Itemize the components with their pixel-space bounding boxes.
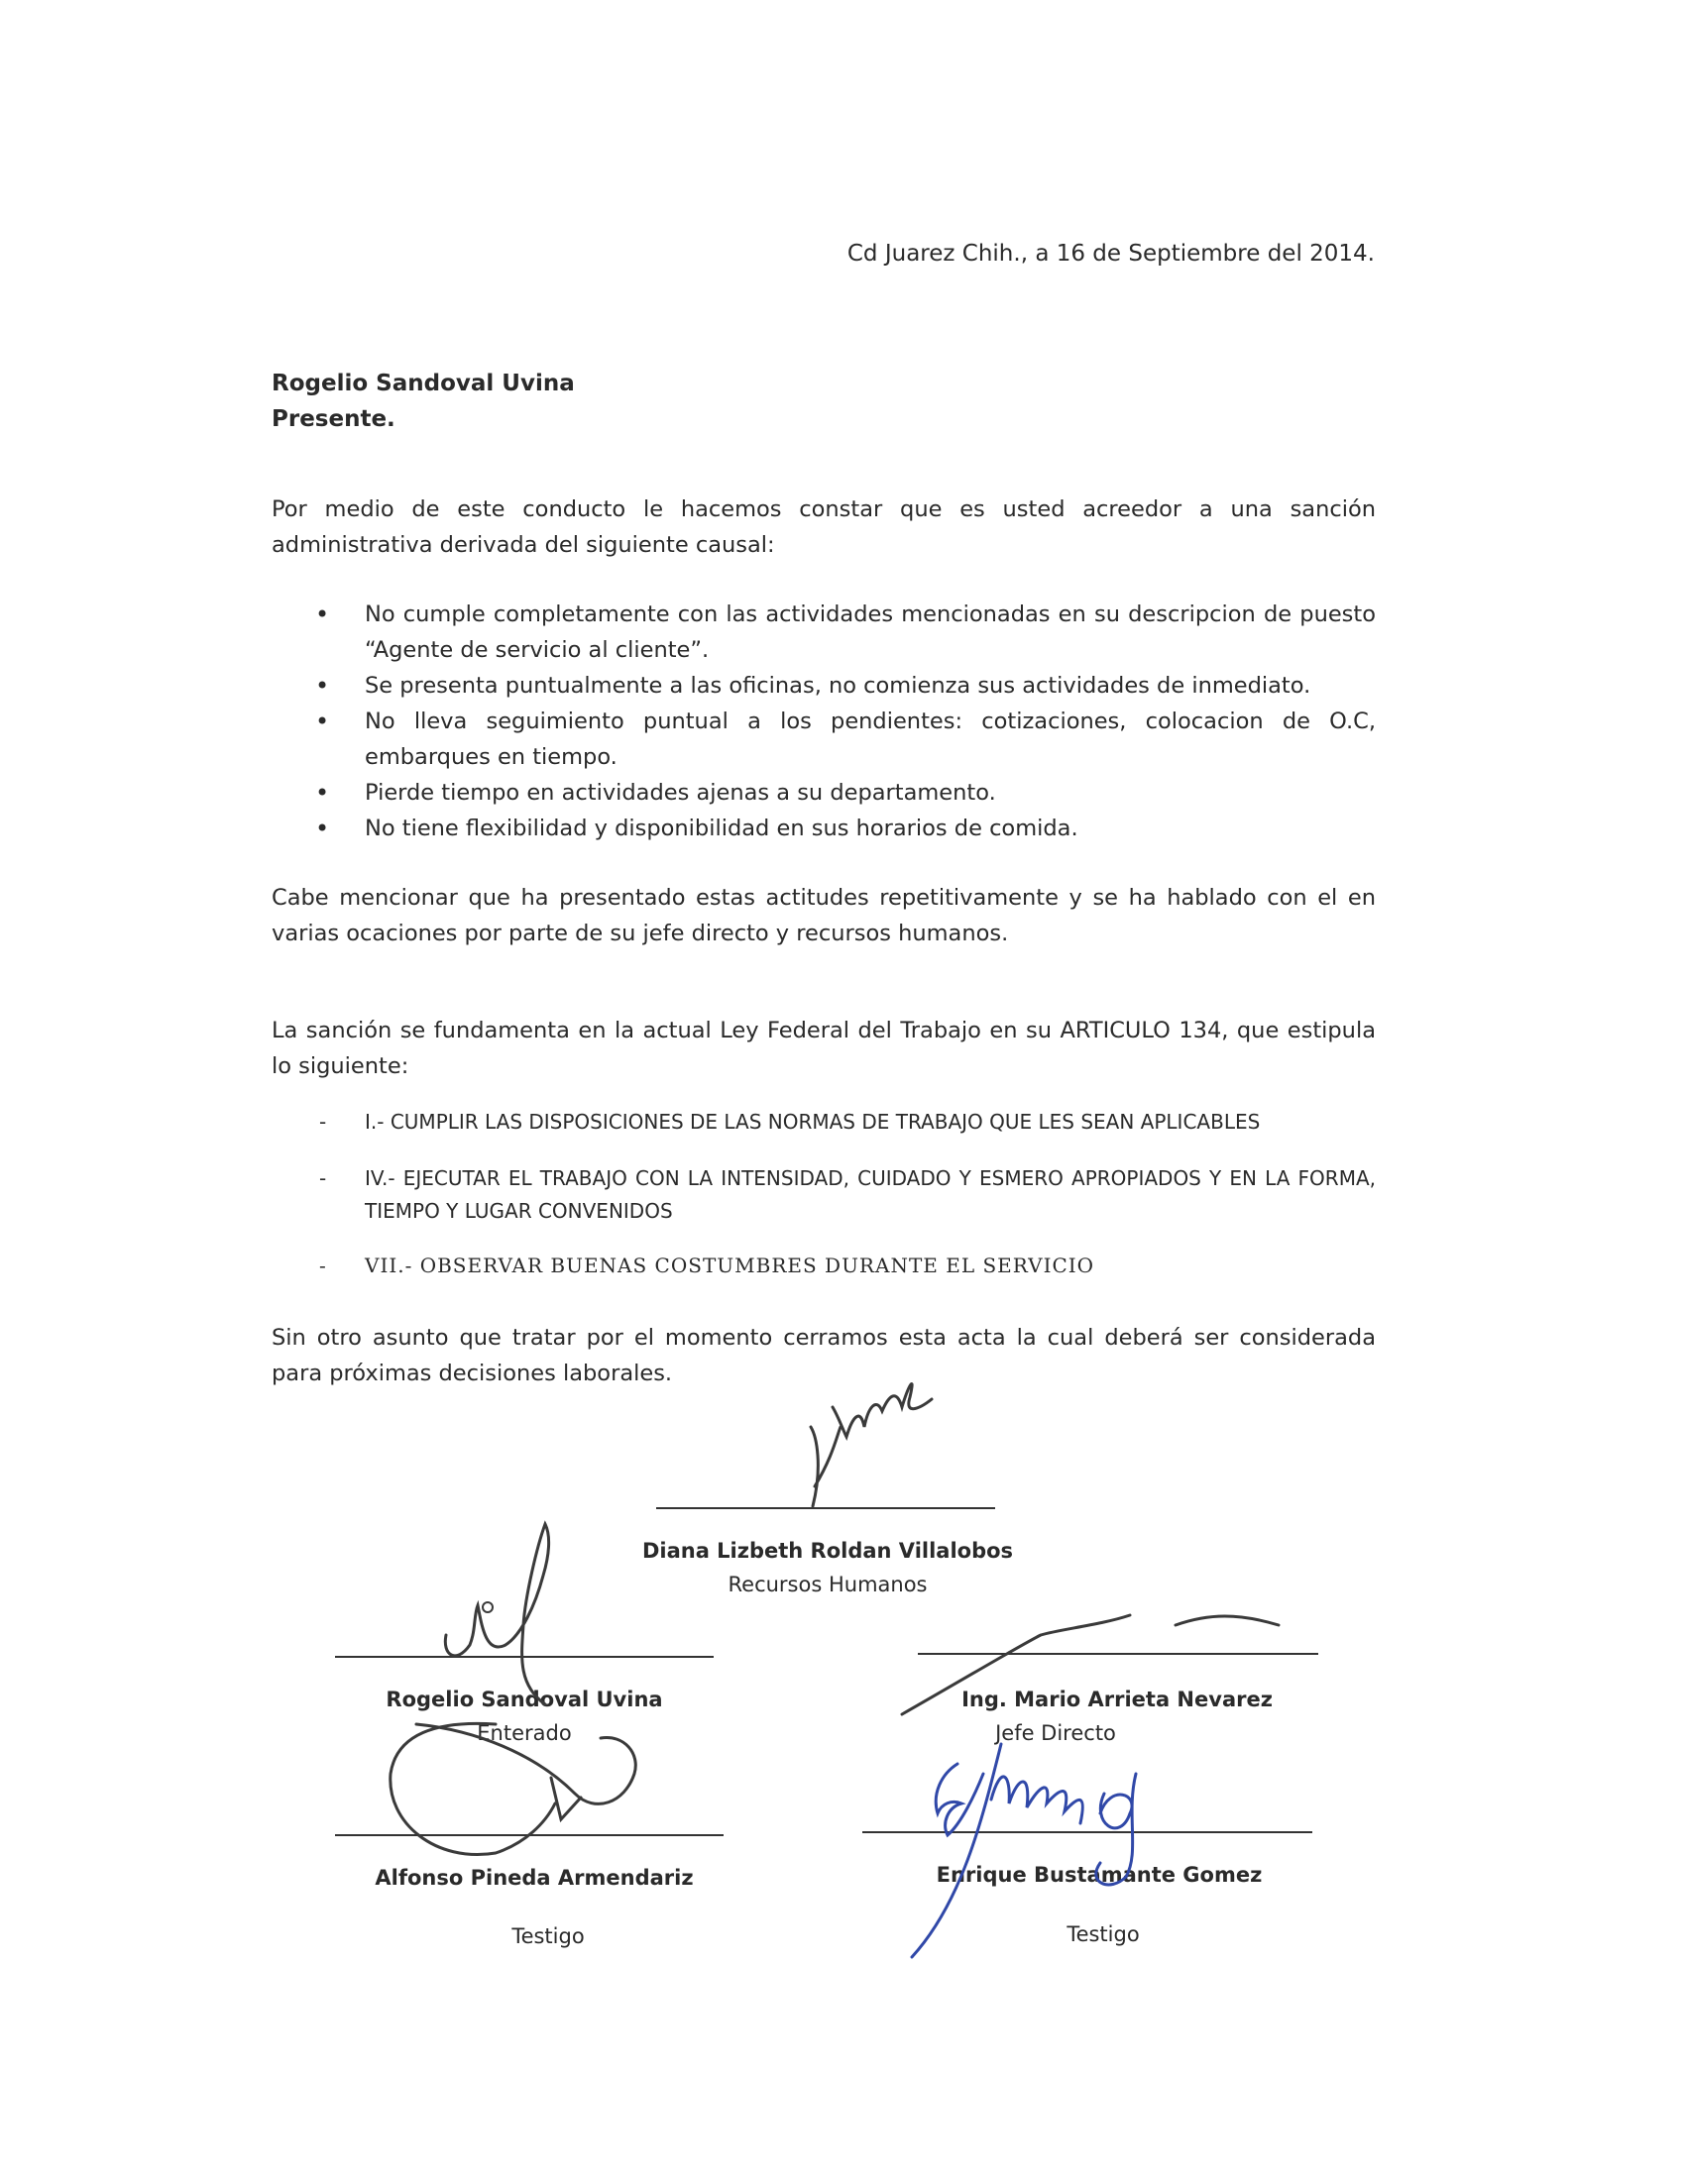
cause-text: • No cumple completamente con las actividades mencionadas en su descripcion de puesto “Agente de servicio al cliente”. <box>365 601 1376 663</box>
list-item <box>272 668 1376 704</box>
recipient-block <box>272 366 575 437</box>
list-item <box>272 1162 1376 1228</box>
list-item <box>272 775 1376 811</box>
repetition-text: Cabe mencionar que ha presentado estas actitudes repetitivamente y se ha hablado con el en varias ocaciones por parte de su jefe directo y recursos humanos. <box>272 885 1376 946</box>
list-item <box>272 1250 1376 1282</box>
list-item <box>272 811 1376 846</box>
cause-text: No tiene flexibilidad y disponibilidad en sus horarios de comida. <box>365 816 1078 841</box>
recipient-name: Rogelio Sandoval Uvina <box>272 371 575 396</box>
intro-text: Por medio de este conducto le hacemos constar que es usted acreedor a una sanción administrativa derivada del siguiente causal: <box>272 496 1376 558</box>
employee-signer-role: Enterado <box>477 1721 572 1745</box>
article-text: - IV.- EJECUTAR EL TRABAJO CON LA INTENSIDAD, CUIDADO Y ESMERO APROPIADOS Y EN LA FORMA, TIEMPO Y LUGAR CONVENIDOS <box>365 1166 1376 1223</box>
cause-text: Pierde tiempo en actividades ajenas a su departamento. <box>365 780 996 806</box>
manager-signer-name: Ing. Mario Arrieta Nevarez <box>961 1688 1273 1711</box>
intro-paragraph <box>272 491 1376 563</box>
repetition-paragraph <box>272 880 1376 951</box>
list-item <box>272 704 1376 775</box>
witness2-signer-role: Testigo <box>1067 1922 1140 1946</box>
article-text: VII.- OBSERVAR BUENAS COSTUMBRES DURANTE EL SERVICIO <box>365 1254 1095 1277</box>
recipient-greeting: Presente. <box>272 406 395 432</box>
hr-signer-name: Diana Lizbeth Roldan Villalobos <box>641 1539 1014 1563</box>
employee-handwritten-signature <box>426 1516 585 1714</box>
manager-signer-role: Jefe Directo <box>995 1721 1116 1745</box>
closing-text: Sin otro asunto que tratar por el momento cerramos esta acta la cual deberá ser considerada para próximas decisiones laborales. <box>272 1325 1376 1386</box>
article-text: I.- CUMPLIR LAS DISPOSICIONES DE LAS NORMAS DE TRABAJO QUE LES SEAN APLICABLES <box>365 1110 1261 1134</box>
date-line: Cd Juarez Chih., a 16 de Septiembre del 2014. <box>846 241 1375 267</box>
witness1-signer-role: Testigo <box>511 1924 585 1948</box>
hr-signer-role: Recursos Humanos <box>728 1573 928 1596</box>
list-item <box>272 597 1376 668</box>
causes-list <box>272 597 1376 846</box>
hr-handwritten-signature <box>793 1367 952 1516</box>
cause-text: Se presenta puntualmente a las oficinas, no comienza sus actividades de inmediato. <box>365 673 1311 699</box>
witness2-handwritten-signature <box>892 1704 1189 1962</box>
witness2-signer-name: Enrique Bustamante Gomez <box>936 1863 1263 1887</box>
witness1-signer-name: Alfonso Pineda Armendariz <box>375 1866 694 1890</box>
legal-basis-text: La sanción se fundamenta en la actual Ley Federal del Trabajo en su ARTICULO 134, que estipula lo siguiente: <box>272 1018 1376 1079</box>
list-item <box>272 1106 1376 1139</box>
articles-list <box>272 1106 1376 1282</box>
legal-basis-paragraph <box>272 1013 1376 1084</box>
employee-signer-name: Rogelio Sandoval Uvina <box>386 1688 663 1711</box>
cause-text: • No lleva seguimiento puntual a los pendientes: cotizaciones, colocacion de O.C, embarques en tiempo. <box>365 709 1376 770</box>
witness1-handwritten-signature <box>377 1714 654 1873</box>
